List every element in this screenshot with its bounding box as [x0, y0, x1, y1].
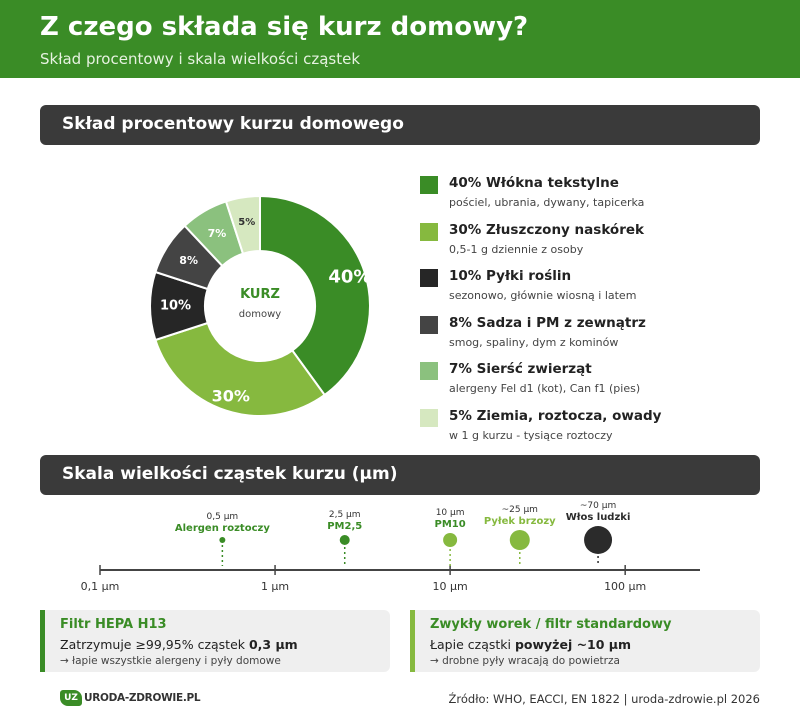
section-title-scale: Skala wielkości cząstek kurzu (µm) [62, 464, 398, 484]
particle-size-label: 2,5 µm [328, 510, 361, 520]
donut-slice-value-label: 8% [179, 254, 198, 268]
donut-slice-value-label: 40% [328, 266, 372, 288]
particle-marker [584, 526, 612, 554]
legend-swatch [420, 409, 438, 427]
source-note: Źródło: WHO, EACCI, EN 1822 | uroda-zdrowie.pl 2026 [448, 692, 760, 706]
donut-slice-value-label: 7% [207, 226, 227, 240]
logo-leaf-icon: UZ [60, 690, 82, 706]
particle-marker [219, 537, 225, 543]
particle-name-label: Alergen roztoczy [174, 523, 270, 534]
standard-card-note: → drobne pyły wracają do powietrza [430, 655, 620, 667]
donut-slice-value-label: 5% [238, 217, 256, 229]
particle-name-label: Pyłek brzozy [483, 516, 556, 527]
particle-marker [443, 533, 457, 547]
legend-swatch [420, 316, 438, 334]
standard-card-line-text: Łapie cząstki [430, 637, 515, 652]
standard-filter-card [410, 610, 760, 672]
scale-tick-label: 100 µm [604, 580, 647, 593]
section-title-composition: Skład procentowy kurzu domowego [62, 114, 404, 134]
logo-text: URODA-ZDROWIE.PL [84, 692, 201, 704]
section-header-composition [40, 105, 760, 145]
particle-size-label: ~70 µm [579, 501, 617, 511]
hepa-card-line [60, 637, 298, 652]
donut-slice-value-label: 30% [211, 386, 250, 406]
legend-description: 0,5-1 g dziennie z osoby [449, 242, 584, 256]
legend-description: w 1 g kurzu - tysiące roztoczy [449, 428, 613, 442]
scale-tick-label: 1 µm [260, 580, 290, 593]
legend-label: 10% Pyłki roślin [449, 268, 572, 284]
legend-label: 5% Ziemia, roztocza, owady [449, 407, 662, 424]
particle-size-label: 10 µm [435, 508, 465, 518]
donut-center-label: KURZ [240, 287, 280, 302]
particle-marker [510, 530, 530, 550]
donut-chart [140, 186, 380, 426]
particle-size-scale [60, 496, 740, 596]
legend-description: smog, spaliny, dym z kominów [449, 335, 619, 349]
legend-swatch [420, 269, 438, 287]
standard-card-title: Zwykły worek / filtr standardowy [430, 617, 672, 632]
legend-description: pościel, ubrania, dywany, tapicerka [449, 196, 645, 209]
standard-card-line [430, 637, 631, 652]
particle-name-label: PM10 [434, 519, 466, 530]
standard-card-line-value: powyżej ~10 µm [514, 637, 632, 652]
donut-center-sublabel: domowy [238, 309, 282, 320]
particle-name-label: Włos ludzki [565, 512, 631, 523]
legend-swatch [420, 362, 438, 380]
particle-size-label: 0,5 µm [206, 512, 239, 522]
hepa-card-title: Filtr HEPA H13 [60, 617, 167, 632]
legend-label: 40% Włókna tekstylne [449, 175, 619, 191]
scale-tick-label: 0,1 µm [80, 580, 120, 593]
page-title: Z czego składa się kurz domowy? [40, 12, 529, 42]
header-banner [0, 0, 800, 78]
legend-description: sezonowo, głównie wiosną i latem [449, 289, 637, 302]
legend-description: alergeny Fel d1 (kot), Can f1 (pies) [449, 382, 641, 395]
page-subtitle: Skład procentowy i skala wielkości cząstek [40, 50, 361, 68]
section-header-scale [40, 455, 760, 495]
hepa-card-line-value: 0,3 µm [248, 637, 298, 652]
particle-marker [340, 535, 350, 545]
particle-name-label: PM2,5 [327, 521, 363, 532]
hepa-filter-card [40, 610, 390, 672]
scale-tick-label: 10 µm [432, 580, 468, 593]
particle-size-label: ~25 µm [501, 505, 538, 515]
legend-label: 30% Złuszczony naskórek [449, 221, 644, 238]
legend-swatch [420, 176, 438, 194]
donut-slice-value-label: 10% [159, 298, 192, 314]
legend-swatch [420, 223, 438, 241]
legend-label: 8% Sadza i PM z zewnątrz [449, 314, 646, 331]
hepa-card-note: → łapie wszystkie alergeny i pyły domowe [60, 655, 281, 667]
legend-label: 7% Sierść zwierząt [449, 361, 592, 377]
hepa-card-line-text: Zatrzymuje ≥99,95% cząstek [60, 637, 249, 652]
donut-center [206, 252, 314, 360]
